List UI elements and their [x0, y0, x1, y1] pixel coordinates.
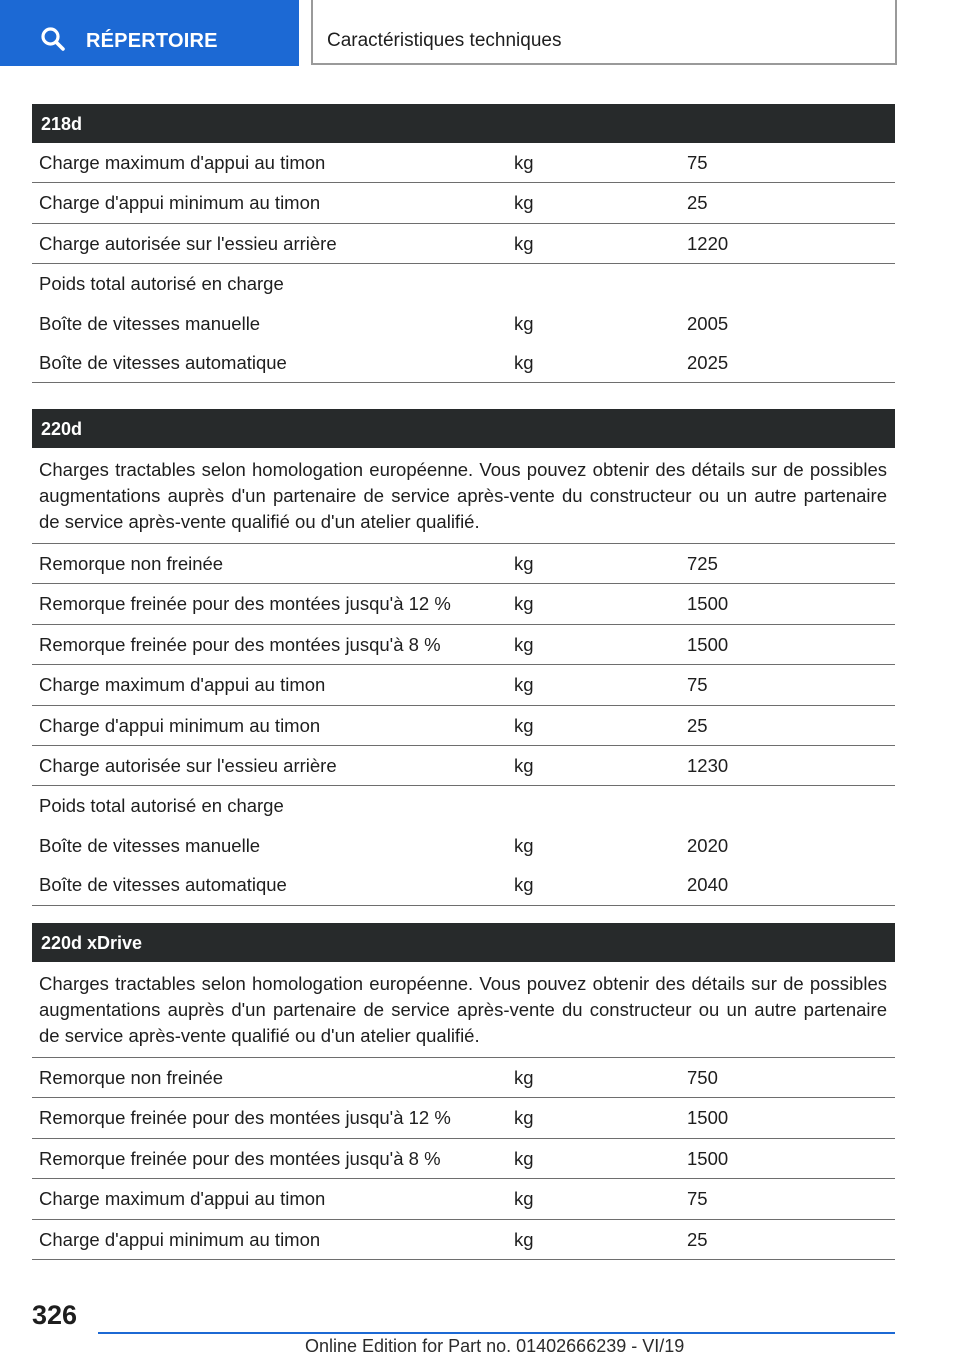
directory-button[interactable] — [0, 0, 299, 66]
row-unit: kg — [514, 152, 534, 173]
row-value: 25 — [687, 1228, 708, 1250]
row-label: Remorque non freinée — [39, 553, 224, 574]
row-value: 25 — [687, 192, 708, 214]
table-row — [32, 584, 895, 624]
row-label: Charge d'appui minimum au timon — [39, 714, 321, 736]
row-unit: kg — [514, 874, 534, 896]
row-label: Remorque freinée pour des montées jusqu'à 12 % — [39, 593, 451, 615]
block-note: Charges tractables selon homologation européenne. Vous pouvez obtenir des détails sur de possibles augmentations auprès d'un partenaire de service après-vente du constructeur ou un autre partenaire de service après-vente qualifié ou d'un atelier qualifié. — [32, 448, 895, 544]
row-unit: kg — [514, 1228, 534, 1250]
row-unit: kg — [514, 1067, 534, 1088]
row-unit: kg — [514, 1147, 534, 1169]
row-value: 75 — [687, 674, 708, 696]
row-unit: kg — [514, 1107, 534, 1129]
row-value: 1500 — [687, 1107, 729, 1129]
row-label: Poids total autorisé en charge — [39, 273, 284, 295]
table-row — [32, 1220, 895, 1260]
row-value: 1230 — [687, 754, 729, 776]
block-title: 218d — [32, 104, 895, 143]
row-label: Boîte de vitesses automatique — [39, 351, 287, 373]
row-label: Boîte de vitesses manuelle — [39, 834, 261, 856]
row-value: 75 — [687, 1188, 708, 1210]
row-unit: kg — [514, 312, 534, 334]
search-icon — [40, 26, 66, 52]
table-row — [32, 544, 895, 584]
row-label: Charge d'appui minimum au timon — [39, 1228, 321, 1250]
edition-text: Online Edition for Part no. 01402666239 - VI/19 — [305, 1336, 685, 1356]
row-label: Remorque freinée pour des montées jusqu'à 8 % — [39, 633, 441, 655]
row-unit: kg — [514, 553, 534, 574]
block-note: Charges tractables selon homologation européenne. Vous pouvez obtenir des détails sur de possibles augmentations auprès d'un partenaire de service après-vente du constructeur ou un autre partenaire de service après-vente qualifié ou d'un atelier qualifié. — [32, 962, 895, 1058]
block-title: 220d — [32, 409, 895, 448]
table-row — [32, 1098, 895, 1138]
row-label: Charge maximum d'appui au timon — [39, 674, 326, 696]
row-unit: kg — [514, 1188, 534, 1210]
table-row — [32, 826, 895, 865]
table-row — [32, 264, 895, 303]
row-value: 750 — [687, 1067, 718, 1088]
row-label: Charge d'appui minimum au timon — [39, 192, 321, 214]
table-row — [32, 665, 895, 705]
row-unit: kg — [514, 714, 534, 736]
row-label: Charge maximum d'appui au timon — [39, 152, 326, 173]
row-label: Boîte de vitesses manuelle — [39, 312, 261, 334]
row-value: 25 — [687, 714, 708, 736]
section-title: Caractéristiques techniques — [327, 30, 562, 51]
row-value: 1220 — [687, 232, 729, 254]
table-row — [32, 625, 895, 665]
row-unit: kg — [514, 192, 534, 214]
row-unit: kg — [514, 674, 534, 696]
row-label: Charge autorisée sur l'essieu arrière — [39, 754, 337, 776]
table-row — [32, 143, 895, 183]
row-label: Remorque non freinée — [39, 1067, 224, 1088]
row-label: Remorque freinée pour des montées jusqu'à 8 % — [39, 1147, 441, 1169]
spec-block-220d — [32, 409, 895, 906]
row-unit: kg — [514, 593, 534, 615]
block-title: 220d xDrive — [32, 923, 895, 962]
table-row — [32, 1058, 895, 1098]
table-row — [32, 746, 895, 786]
spec-block-218d — [32, 104, 895, 383]
row-value: 2005 — [687, 312, 729, 334]
row-label: Charge autorisée sur l'essieu arrière — [39, 232, 337, 254]
row-label: Poids total autorisé en charge — [39, 795, 284, 817]
section-title-tab[interactable] — [311, 0, 897, 65]
row-label: Boîte de vitesses automatique — [39, 874, 287, 896]
table-row — [32, 304, 895, 343]
directory-label: RÉPERTOIRE — [86, 30, 218, 52]
table-row — [32, 706, 895, 746]
row-unit: kg — [514, 232, 534, 254]
row-value: 2020 — [687, 834, 729, 856]
table-row — [32, 1179, 895, 1219]
row-value: 725 — [687, 553, 718, 574]
row-unit: kg — [514, 834, 534, 856]
table-row — [32, 865, 895, 905]
table-row — [32, 343, 895, 383]
table-row — [32, 1139, 895, 1179]
row-unit: kg — [514, 351, 534, 373]
page-number: 326 — [32, 1300, 78, 1330]
row-unit: kg — [514, 754, 534, 776]
footer-divider — [98, 1332, 895, 1334]
table-row — [32, 183, 895, 223]
row-label: Charge maximum d'appui au timon — [39, 1188, 326, 1210]
spec-block-220d-xdrive — [32, 923, 895, 1260]
row-label: Remorque freinée pour des montées jusqu'à 12 % — [39, 1107, 451, 1129]
table-row — [32, 786, 895, 825]
row-unit: kg — [514, 633, 534, 655]
table-row — [32, 224, 895, 264]
row-value: 2040 — [687, 874, 729, 896]
row-value: 2025 — [687, 351, 729, 373]
top-bar — [0, 0, 960, 66]
row-value: 1500 — [687, 1147, 729, 1169]
row-value: 75 — [687, 152, 708, 173]
row-value: 1500 — [687, 593, 729, 615]
row-value: 1500 — [687, 633, 729, 655]
